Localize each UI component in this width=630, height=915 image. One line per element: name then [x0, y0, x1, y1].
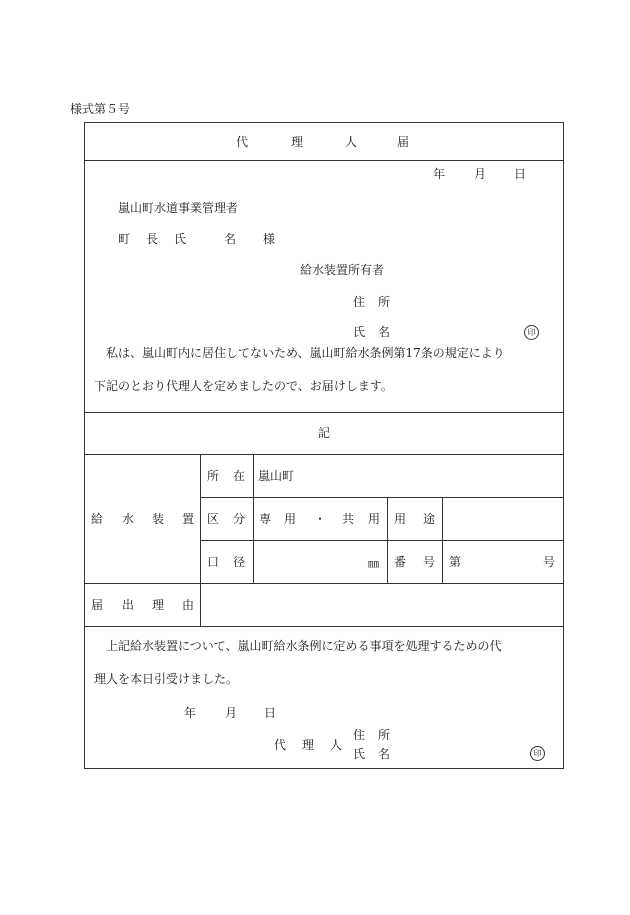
- column-divider-main: [200, 454, 201, 626]
- form-number: 様式第５号: [70, 102, 131, 116]
- divider-notice: [84, 412, 564, 413]
- location-value: 嵐山町: [258, 469, 295, 483]
- divider-location: [200, 497, 564, 498]
- number-suffix: 号: [543, 555, 556, 569]
- acceptance-line-2: 理人を本日引受けました。: [94, 672, 239, 686]
- addressee-org: 嵐山町水道事業管理者: [118, 201, 239, 215]
- notice-line-1: 私は、嵐山町内に居住してないため、嵐山町給水条例第17条の規定により: [106, 346, 505, 360]
- divider-ki: [84, 454, 564, 455]
- divider-device: [84, 583, 564, 584]
- agent-seal: 印: [530, 746, 545, 761]
- ki-heading: 記: [318, 426, 331, 440]
- divider-title: [84, 160, 564, 161]
- notice-line-2: 下記のとおり代理人を定めましたので、お届けします。: [94, 379, 393, 393]
- number-prefix: 第: [449, 555, 462, 569]
- owner-label: 給水装置所有者: [300, 263, 385, 277]
- owner-seal: 印: [524, 325, 539, 340]
- divider-reason: [84, 626, 564, 627]
- column-divider-sub: [253, 454, 254, 583]
- column-divider-value: [442, 497, 443, 583]
- column-divider-usage: [387, 497, 388, 583]
- diameter-unit: ㎜: [368, 557, 379, 570]
- acceptance-line-1: 上記給水装置について、嵐山町給水条例に定める事項を処理するための代: [106, 639, 502, 653]
- divider-category: [200, 540, 564, 541]
